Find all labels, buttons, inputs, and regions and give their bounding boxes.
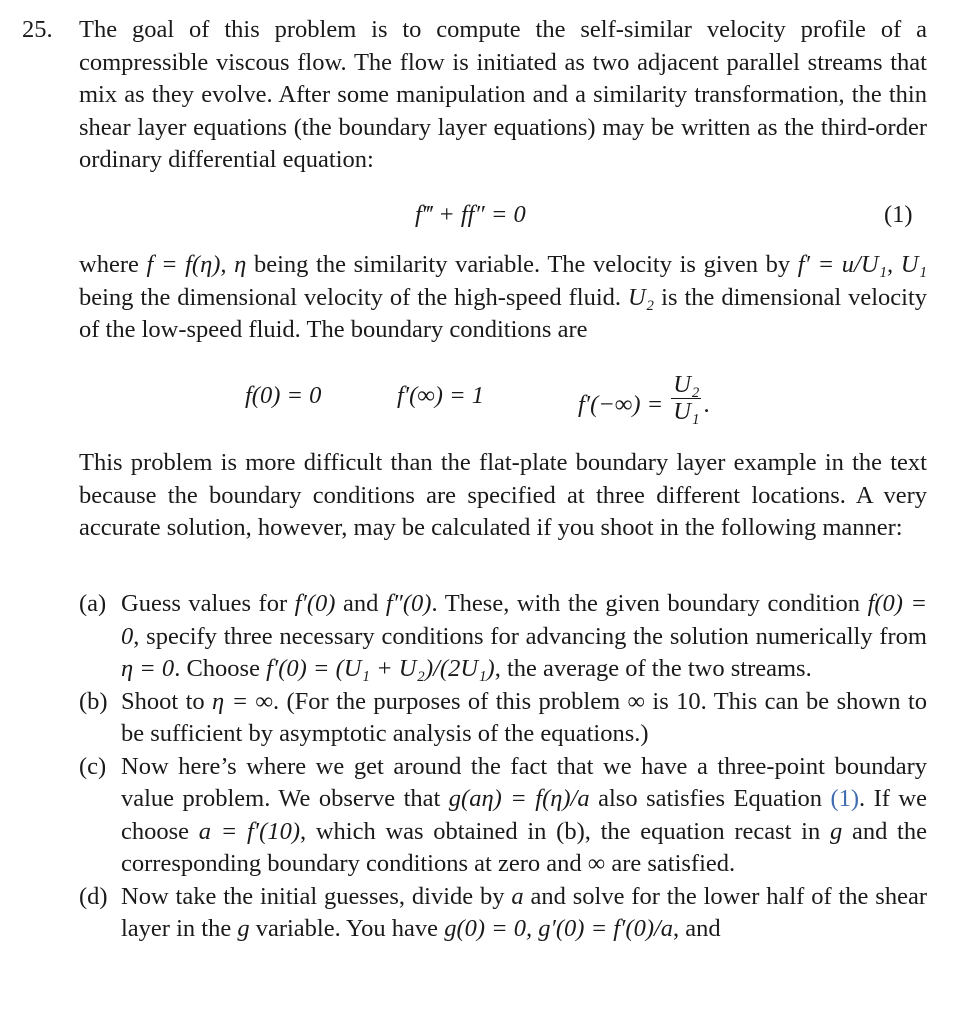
item-text: . (For the purposes of this problem ∞ is 10. This can be shown to be sufficient by asymptotic analysis of the equations.) bbox=[121, 687, 927, 747]
item-text: . If we choose bbox=[121, 785, 928, 845]
item-math: g bbox=[237, 915, 250, 942]
item-text: Shoot to bbox=[121, 687, 213, 715]
boundary-condition-2 bbox=[397, 380, 484, 413]
list-item-label: (d) bbox=[79, 882, 108, 910]
list-item bbox=[79, 751, 927, 881]
item-text: Now here’s where we get around the fact that we have a three-point boundary value problem. We observe that bbox=[121, 752, 927, 812]
item-text: and the corresponding boundary conditions at zero and ∞ are satisfied. bbox=[121, 817, 927, 877]
bc2-expression: f′(∞) = 1 bbox=[397, 382, 484, 409]
where-text-3: being the dimensional velocity of the high-speed fluid. bbox=[79, 283, 628, 311]
list-item bbox=[79, 881, 927, 946]
item-text: , the average of the two streams. bbox=[494, 655, 812, 682]
item-text: . These, with the given boundary condition bbox=[431, 590, 868, 617]
item-math: g bbox=[829, 817, 843, 845]
fraction-numerator: U₂ bbox=[673, 371, 700, 398]
where-math-2: f′ = u/U₁, U₁ bbox=[797, 251, 928, 278]
where-math-1: f = f(η), η bbox=[146, 251, 247, 278]
boundary-condition-1 bbox=[245, 380, 321, 413]
item-math: g(0) = 0, g′(0) = f′(0)/a bbox=[444, 915, 674, 942]
where-text-1: where bbox=[79, 251, 147, 278]
where-text-4: is the dimensional velocity of the low-speed fluid. The boundary conditions are bbox=[79, 283, 928, 343]
fraction-denominator: U₁ bbox=[673, 398, 700, 425]
item-math: f″(0) bbox=[385, 590, 432, 617]
equation-1-expression: f‴ + ff″ = 0 bbox=[415, 201, 526, 228]
item-math: a = f′(10) bbox=[198, 817, 300, 845]
item-text: Guess values for bbox=[121, 590, 295, 617]
equation-1-label: (1) bbox=[884, 201, 913, 228]
bc1-expression: f(0) = 0 bbox=[245, 382, 322, 409]
solution-steps-list bbox=[79, 588, 927, 946]
item-math: f(0) = 0 bbox=[121, 590, 928, 650]
problem-intro: The goal of this problem is to compute the self-similar velocity profile of a compressible viscous flow. The flow is initiated as two adjacent parallel streams that mix as they evolve. After some manipulation and a similarity transformation, the thin shear layer equations (the boundary layer equations) may be written as the third-order ordinary differential equation: bbox=[79, 16, 927, 173]
boundary-conditions bbox=[0, 362, 963, 432]
list-item-label: (a) bbox=[79, 590, 107, 617]
velocity-ratio-fraction bbox=[671, 372, 701, 425]
list-item-label: (c) bbox=[79, 752, 107, 780]
list-item bbox=[79, 588, 927, 686]
item-text: . Choose bbox=[174, 655, 267, 682]
item-text: , which was obtained in (b), the equation recast in bbox=[300, 817, 830, 845]
problem-number: 25. bbox=[22, 16, 53, 43]
method-paragraph: This problem is more difficult than the flat-plate boundary layer example in the text because the boundary conditions are specified at three different locations. A very accurate solution, however, may be calculated if you shoot in the following manner: bbox=[79, 449, 927, 541]
item-math: a bbox=[511, 882, 524, 910]
item-math: η = 0 bbox=[121, 655, 175, 682]
item-text: , and bbox=[673, 915, 721, 942]
where-paragraph bbox=[79, 249, 927, 347]
boundary-condition-3 bbox=[578, 371, 710, 433]
equation-1-body bbox=[415, 199, 526, 232]
where-math-3: U₂ bbox=[627, 283, 655, 311]
item-text: , specify three necessary conditions for advancing the solution numerically from bbox=[133, 622, 927, 650]
equation-1 bbox=[0, 199, 963, 231]
list-item-label: (b) bbox=[79, 687, 108, 715]
where-text-2: being the similarity variable. The velocity is given by bbox=[246, 251, 798, 278]
item-text: Now take the initial guesses, divide by bbox=[121, 882, 512, 910]
list-item bbox=[79, 686, 927, 751]
item-text: and bbox=[335, 590, 386, 617]
item-math: f′(0) bbox=[294, 590, 336, 617]
item-text: and solve for the lower half of the shear layer in the bbox=[121, 882, 927, 942]
bc3-period: . bbox=[703, 391, 710, 419]
equation-reference-link[interactable]: (1) bbox=[830, 785, 860, 812]
item-text: also satisfies Equation bbox=[589, 785, 831, 812]
item-math: g(aη) = f(η)/a bbox=[448, 785, 590, 812]
bc3-lhs: f′(−∞) = bbox=[578, 391, 664, 419]
item-math: f′(0) = (U₁ + U₂)/(2U₁) bbox=[266, 655, 495, 682]
item-math: η = ∞ bbox=[212, 687, 273, 715]
item-text: variable. You have bbox=[249, 915, 445, 942]
